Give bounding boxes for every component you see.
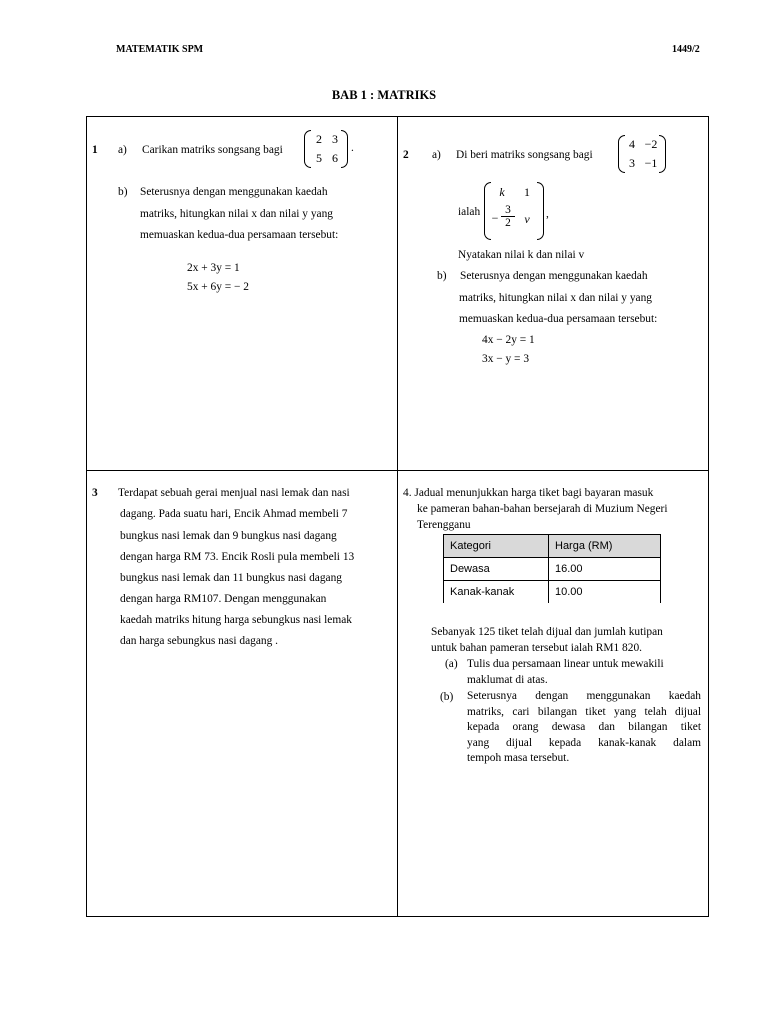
table-cell: Kanak-kanak [444,581,549,604]
matrix-entry: 2 [316,132,322,146]
problem-line: bungkus nasi lemak dan 11 bungkus nasi dagang [120,572,342,584]
table-cell: Dewasa [444,558,549,581]
paper-code: 1449/2 [672,44,700,55]
part-b-line: memuaskan kedua-dua persamaan tersebut: [459,313,658,325]
table-cell: 16.00 [549,558,661,581]
question-number: 2 [403,149,409,161]
inverse-matrix [484,182,544,240]
grid-left-border [86,116,87,917]
problem-line: dengan harga RM 73. Encik Rosli pula membeli 13 [120,551,355,563]
table-header-row [444,535,661,558]
part-b-line: matriks, hitungkan nilai x dan nilai y yang [459,292,652,304]
matrix-entry: −1 [644,156,658,170]
intro-line: ke pameran bahan-bahan bersejarah di Muzium Negeri [417,503,668,515]
part-b-line: Seterusnya dengan menggunakan kaedah [140,186,328,198]
minus-sign: − [491,211,499,225]
part-a-line: Tulis dua persamaan linear untuk mewakili [467,658,664,670]
equation: 5x + 6y = − 2 [187,281,249,293]
part-a-text: Di beri matriks songsang bagi [456,149,593,161]
part-b-label: b) [437,270,447,282]
part-b-line: tempoh masa tersebut. [467,752,570,765]
matrix-entry: 4 [629,137,635,151]
part-b-line: matriks, cari bilangan tiket yang telah dijual [467,705,701,718]
matrix-entry: 6 [332,151,338,165]
problem-line: Terdapat sebuah gerai menjual nasi lemak dan nasi [118,487,350,499]
part-a-line: maklumat di atas. [467,674,548,686]
column-header: Kategori [444,535,549,558]
equation: 3x − y = 3 [482,353,530,365]
intro-line: 4. Jadual menunjukkan harga tiket bagi bayaran masuk [403,487,654,499]
part-a-label: (a) [445,658,458,670]
table-cell: 10.00 [549,581,661,604]
problem-line: kaedah matriks hitung harga sebungkus nasi lemak [120,614,352,626]
grid-right-border [708,116,709,917]
info-line: untuk bahan pameran tersebut ialah RM1 820. [431,642,642,654]
part-b-line: matriks, hitungkan nilai x dan nilai y yang [140,208,333,220]
problem-line: dengan harga RM107. Dengan menggunakan [120,593,327,605]
matrix-entry: −2 [644,137,658,151]
chapter-title: BAB 1 : MATRIKS [331,88,437,102]
matrix-entry-v: v [524,212,530,226]
part-b-label: b) [118,186,128,198]
ialah-text: ialah [458,206,481,218]
equation: 2x + 3y = 1 [187,262,240,274]
matrix-entry: 1 [524,185,530,199]
part-b-line: Seterusnya dengan menggunakan kaedah [460,270,648,282]
part-a-label: a) [432,149,441,161]
fraction-denominator: 2 [501,216,515,229]
comma: , [546,208,549,220]
equation: 4x − 2y = 1 [482,334,535,346]
matrix-2x2 [618,135,666,173]
info-line: Sebanyak 125 tiket telah dijual dan jumlah kutipan [431,626,663,638]
part-b-line: memuaskan kedua-dua persamaan tersebut: [140,229,339,241]
matrix-entry: 3 [629,156,635,170]
part-a-label: a) [118,144,127,156]
part-b-line: Seterusnya dengan menggunakan kaedah [467,690,701,702]
part-b-paragraph [467,689,701,767]
matrix-entry: 5 [316,151,322,165]
part-a-text: Carikan matriks songsang bagi [142,144,283,156]
problem-line: dagang. Pada suatu hari, Encik Ahmad membeli 7 [120,508,348,520]
table-row [444,581,661,604]
problem-line: dan harga sebungkus nasi dagang . [120,635,278,647]
state-k-v-text: Nyatakan nilai k dan nilai v [458,249,585,261]
matrix-entry-k: k [499,185,505,199]
subject-header: MATEMATIK SPM [116,44,204,55]
grid-center-divider [397,116,398,917]
column-header: Harga (RM) [549,535,661,558]
part-b-line: kepada orang dewasa dan bilangan tiket [467,721,701,734]
matrix-entry: 3 [332,132,338,146]
ticket-price-table [443,534,661,603]
question-number: 1 [92,144,98,156]
problem-line: bungkus nasi lemak dan 9 bungkus nasi dagang [120,530,337,542]
question-number: 3 [92,487,98,499]
period: . [351,142,354,154]
table-row [444,558,661,581]
part-b-label: (b) [440,691,454,703]
fraction-numerator: 3 [505,204,511,216]
intro-line: Terengganu [417,519,471,531]
matrix-2x2 [304,130,348,168]
fraction-three-halves [501,204,515,229]
part-b-line: yang dijual kepada kanak-kanak dalam [467,736,701,749]
